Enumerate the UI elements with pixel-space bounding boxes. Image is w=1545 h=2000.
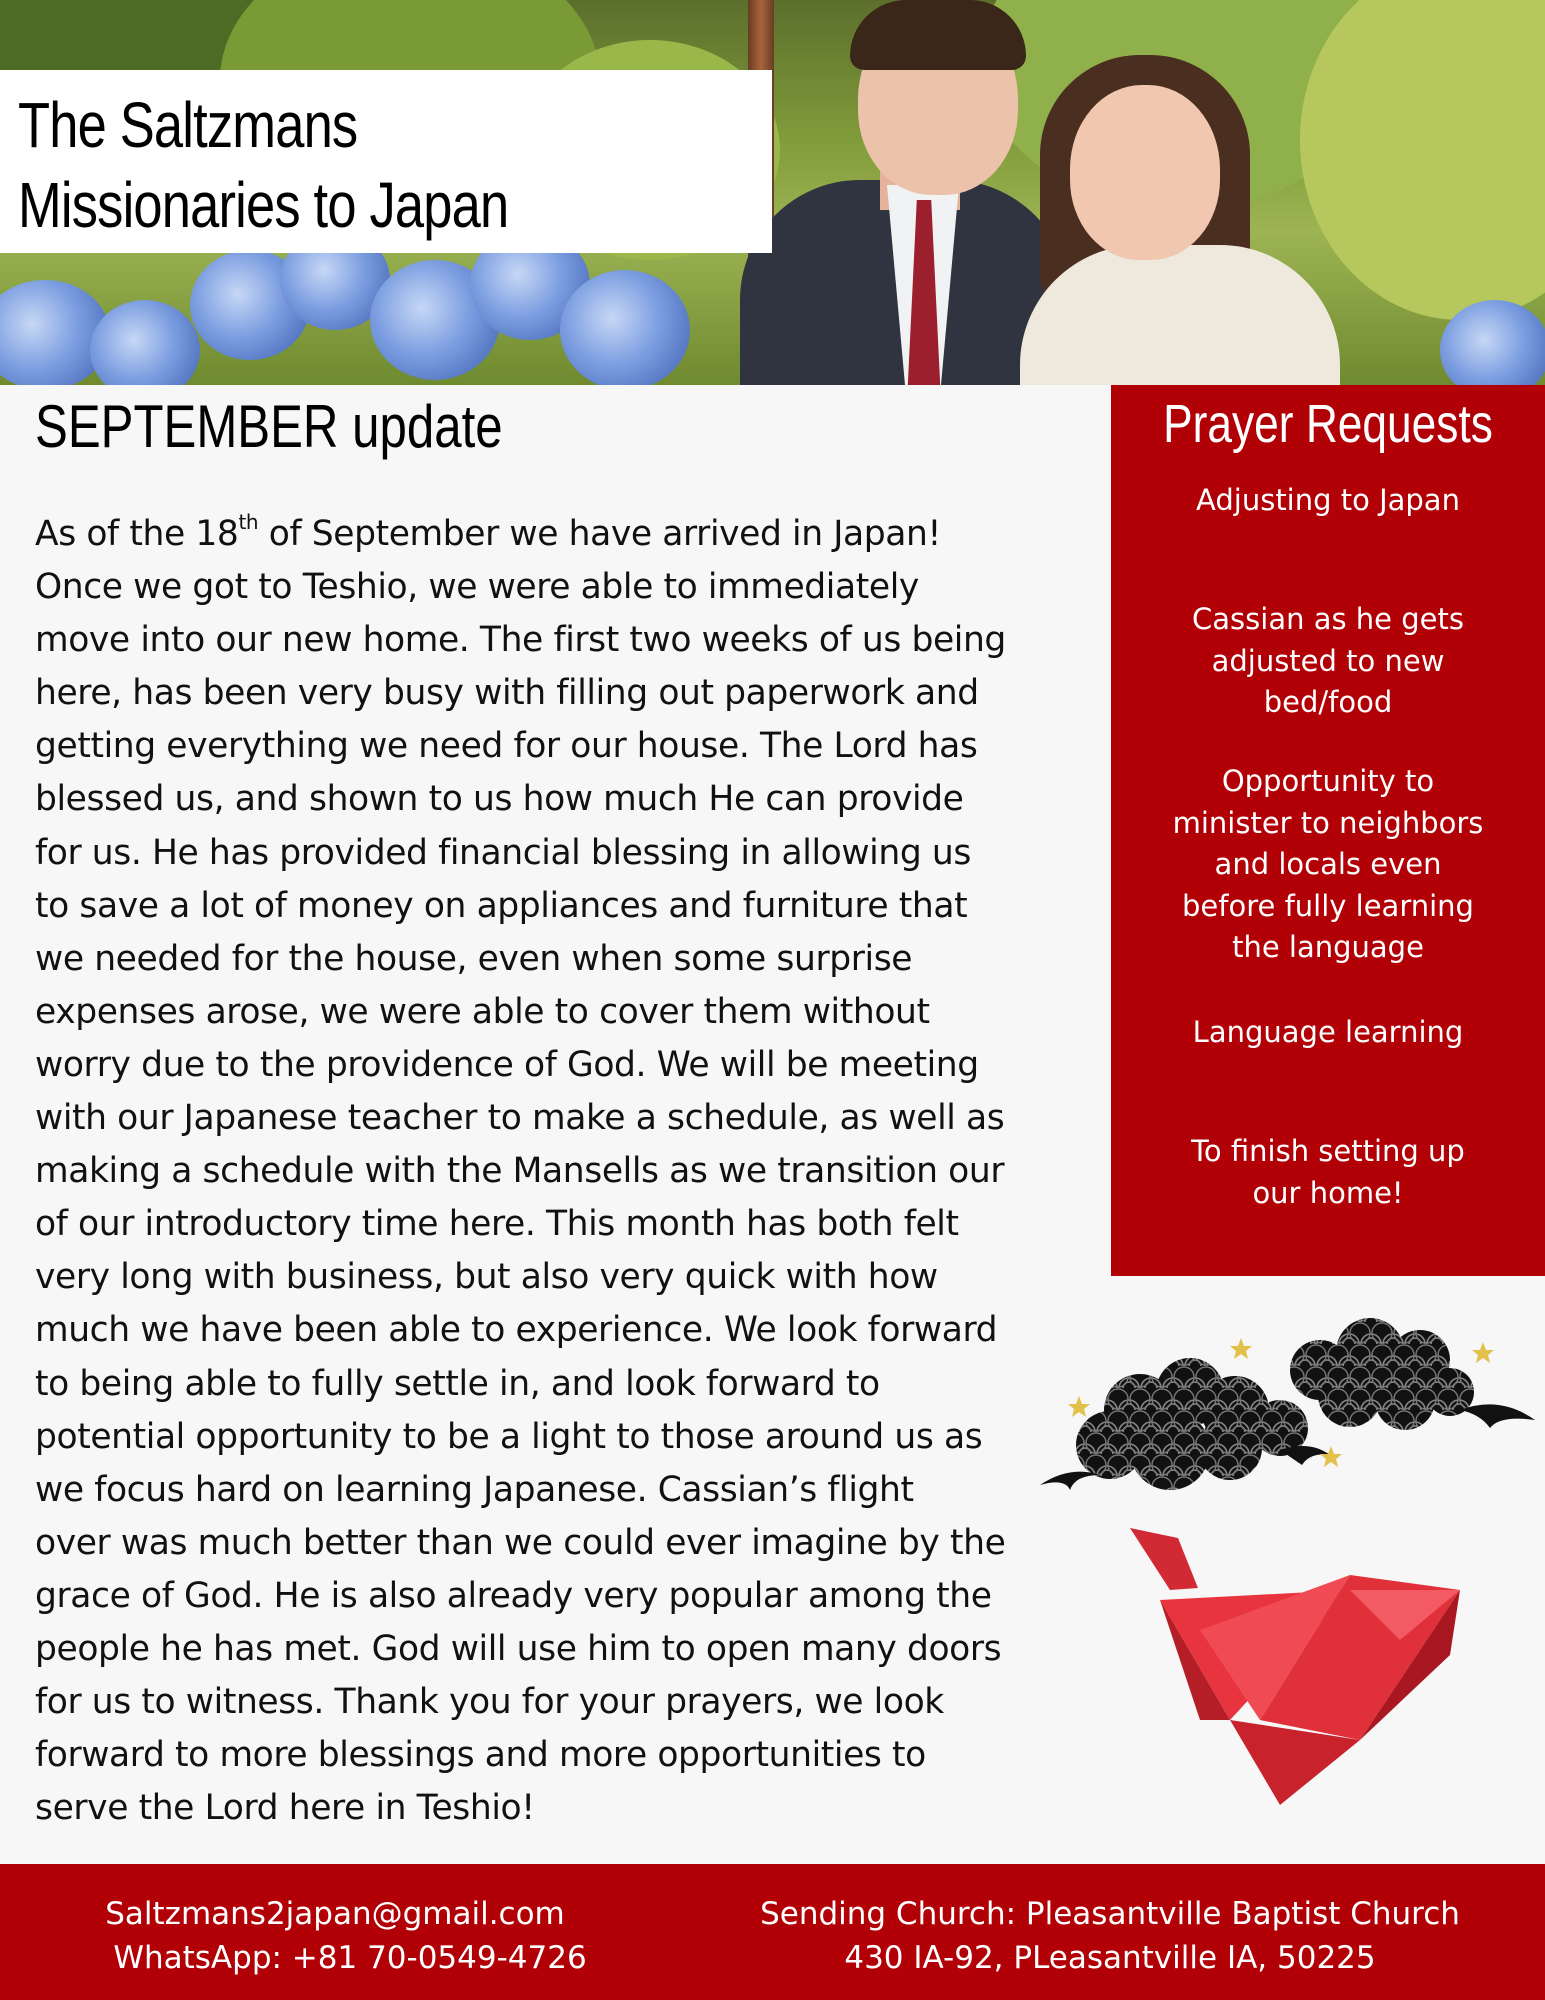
decoration-art xyxy=(1030,1300,1545,1840)
footer-bar xyxy=(0,1864,1545,2000)
body-line: over was much better than we could ever imagine by the xyxy=(35,1522,1006,1563)
prayer-request-item: To finish setting up our home! xyxy=(1191,1134,1465,1210)
body-line: here, has been very busy with filling out paperwork and xyxy=(35,673,979,714)
cloud-icon xyxy=(1290,1318,1535,1430)
body-line: blessed us, and shown to us how much He can provide xyxy=(35,779,964,820)
body-line: to being able to fully settle in, and look forward to xyxy=(35,1363,880,1404)
prayer-request-item: Cassian as he gets adjusted to new bed/food xyxy=(1192,602,1464,719)
body-line: forward to more blessings and more opportunities to xyxy=(35,1735,926,1776)
cloud-icon xyxy=(1040,1358,1330,1490)
body-line: we needed for the house, even when some surprise xyxy=(35,938,913,979)
body-line: people he has met. God will use him to open many doors xyxy=(35,1628,1002,1669)
church-address: 430 IA-92, PLeasantville IA, 50225 xyxy=(844,1940,1376,1976)
prayer-requests-panel xyxy=(1111,385,1545,1276)
body-line: grace of God. He is also already very popular among the xyxy=(35,1575,992,1616)
star-icon xyxy=(1230,1338,1252,1359)
body-line: for us. He has provided financial blessing in allowing us xyxy=(35,832,971,873)
body-line: we focus hard on learning Japanese. Cassian’s flight xyxy=(35,1469,914,1510)
body-line: of our introductory time here. This month has both felt xyxy=(35,1204,959,1245)
star-icon xyxy=(1472,1342,1494,1363)
prayer-requests-title: Prayer Requests xyxy=(1163,394,1493,454)
body-line: move into our new home. The first two weeks of us being xyxy=(35,620,1006,661)
month-heading: SEPTEMBER update xyxy=(35,393,503,460)
title-line-1: The Saltzmans xyxy=(18,89,358,161)
body-line: much we have been able to experience. We look forward xyxy=(35,1310,998,1351)
prayer-request-item: Adjusting to Japan xyxy=(1196,483,1460,517)
email-link[interactable]: Saltzmans2japan@gmail.com xyxy=(105,1896,565,1932)
title-box xyxy=(0,70,772,253)
body-line: potential opportunity to be a light to those around us as xyxy=(35,1416,983,1457)
update-body xyxy=(35,508,1095,1835)
body-line: very long with business, but also very quick with how xyxy=(35,1257,938,1298)
body-line: with our Japanese teacher to make a schedule, as well as xyxy=(35,1098,1005,1139)
body-line: making a schedule with the Mansells as we transition our xyxy=(35,1151,1005,1192)
body-line: As of the 18th of September we have arrived in Japan! xyxy=(35,510,941,554)
body-line: to save a lot of money on appliances and furniture that xyxy=(35,885,968,926)
body-line: for us to witness. Thank you for your prayers, we look xyxy=(35,1682,944,1723)
body-line: serve the Lord here in Teshio! xyxy=(35,1788,535,1829)
body-line: expenses arose, we were able to cover them without xyxy=(35,991,930,1032)
star-icon xyxy=(1320,1446,1342,1467)
body-line: worry due to the providence of God. We will be meeting xyxy=(35,1044,979,1085)
prayer-request-item: Language learning xyxy=(1192,1015,1464,1049)
origami-crane-icon xyxy=(1130,1528,1460,1805)
whatsapp-number: WhatsApp: +81 70-0549-4726 xyxy=(113,1940,587,1976)
sending-church: Sending Church: Pleasantville Baptist Church xyxy=(760,1896,1460,1932)
prayer-request-item: Opportunity to minister to neighbors and locals even before fully learning the language xyxy=(1172,764,1484,964)
star-icon xyxy=(1068,1396,1090,1417)
body-line: Once we got to Teshio, we were able to immediately xyxy=(35,567,919,608)
title-line-2: Missionaries to Japan xyxy=(18,169,509,241)
body-line: getting everything we need for our house. The Lord has xyxy=(35,726,978,767)
